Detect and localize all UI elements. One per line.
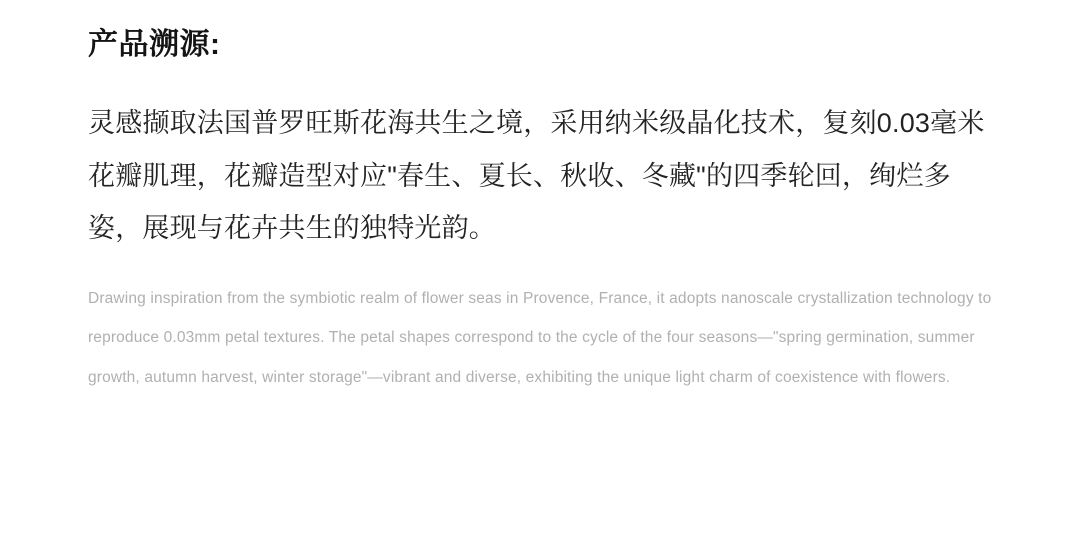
description-english: Drawing inspiration from the symbiotic realm of flower seas in Provence, France, it adopts nanoscale crystallization technology to reproduce 0.03mm petal textures. The petal shapes correspond to the cycle of the four seasons—"spring germination, summer growth, autumn harvest, winter storage"—vibrant and diverse, exhibiting the unique light charm of coexistence with flowers. (88, 289, 992, 386)
description-chinese: 灵感撷取法国普罗旺斯花海共生之境，采用纳米级晶化技术，复刻0.03毫米花瓣肌理，花瓣造型对应"春生、夏长、秋收、冬藏"的四季轮回，绚烂多姿，展现与花卉共生的独特光韵。 (88, 108, 985, 244)
section-heading: 产品溯源: (88, 28, 221, 61)
